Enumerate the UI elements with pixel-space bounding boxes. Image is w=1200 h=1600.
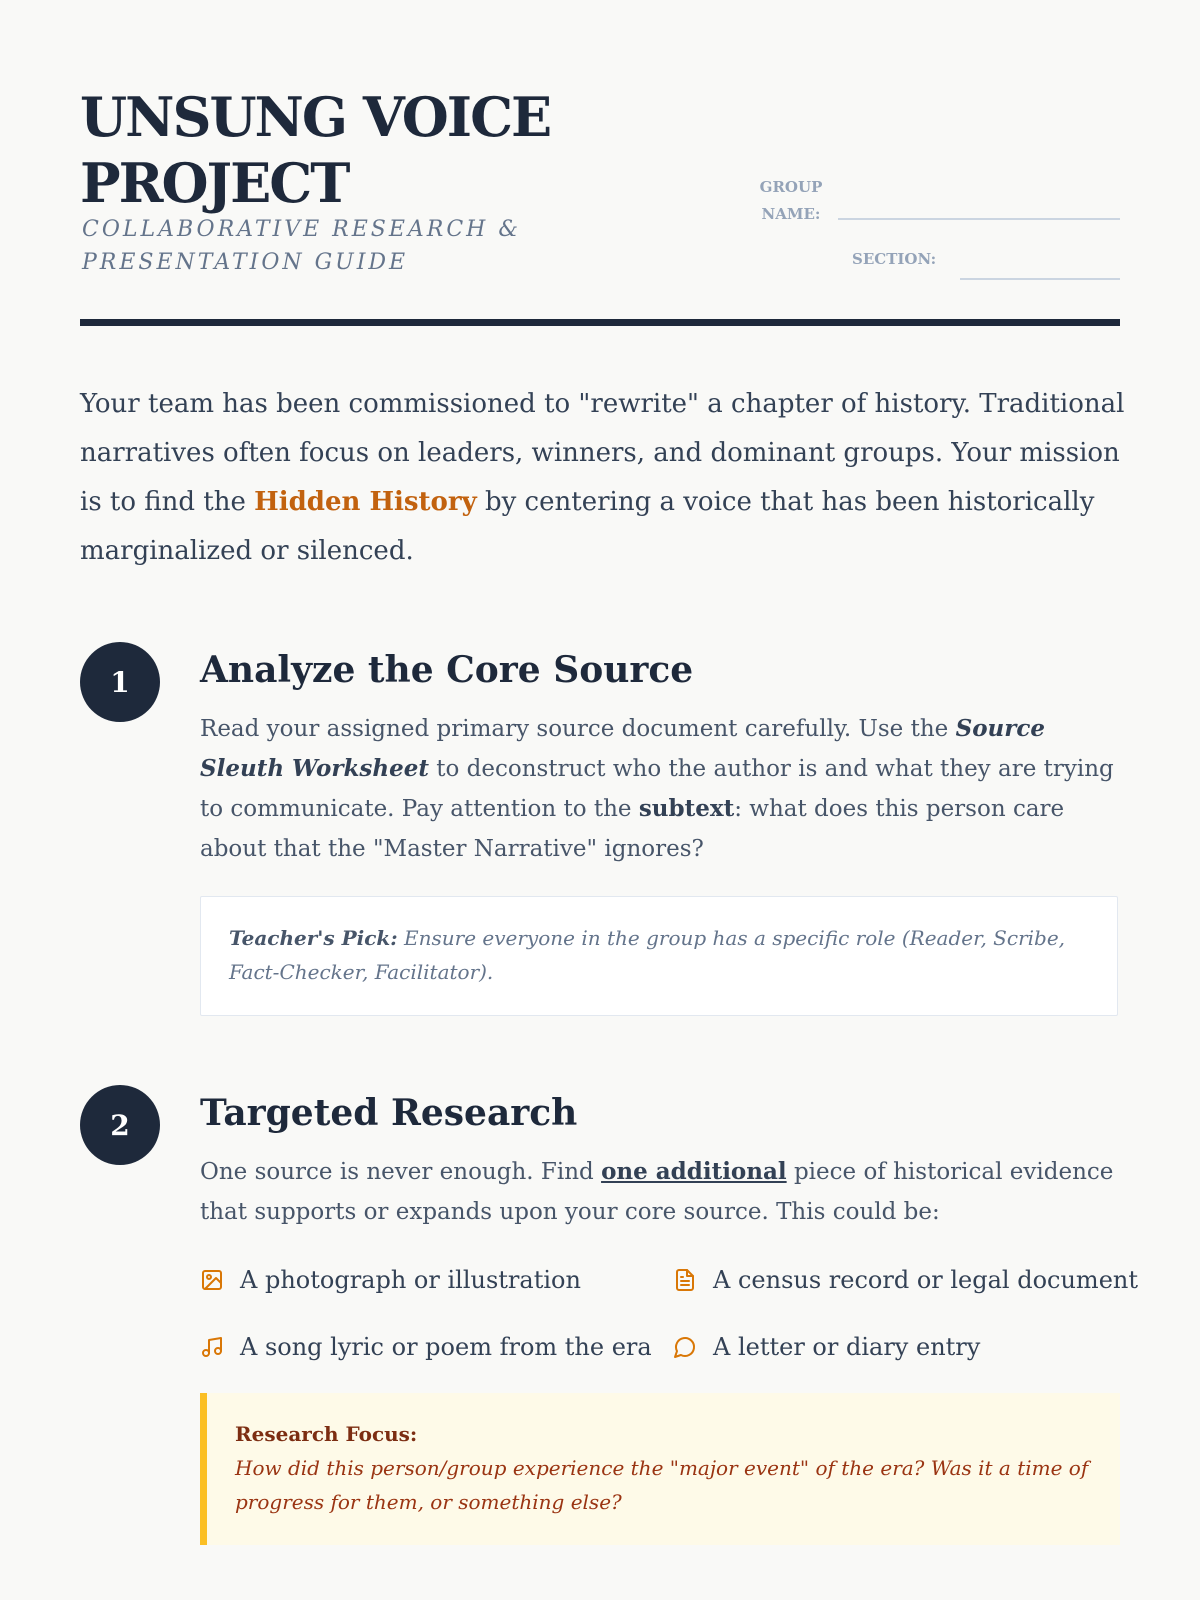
teachers-pick-label: Teacher's Pick: [229, 926, 398, 950]
evidence-label-song: A song lyric or poem from the era [240, 1333, 652, 1361]
subtext-emphasis: subtext [638, 795, 735, 822]
step-1-body-text-3: : what does this person care about that the "Master Narrative" ignores? [200, 796, 1065, 862]
step-2-badge: 2 [80, 1085, 160, 1165]
image-icon [200, 1268, 224, 1292]
one-additional-emphasis: one additional [601, 1158, 787, 1185]
evidence-label-photograph: A photograph or illustration [240, 1266, 581, 1294]
header-divider [80, 319, 1120, 326]
evidence-item-letter [673, 1331, 980, 1363]
research-focus-text: How did this person/group experience the "major event" of the era? Was it a time of progress for them, or something else? [235, 1456, 1089, 1514]
teachers-pick-callout [200, 896, 1118, 1016]
teachers-pick-text: Ensure everyone in the group has a specific role (Reader, Scribe, Fact-Checker, Facilitator). [229, 926, 1066, 984]
group-name-input-line[interactable] [838, 218, 1120, 220]
page-subtitle: COLLABORATIVE RESEARCH & PRESENTATION GUIDE [82, 217, 521, 275]
intro-text-start: Your team has been commissioned to "rewrite" a chapter of history. Traditional narratives often focus on leaders, winners, and dominant groups. Your mission is to find the [80, 389, 1125, 517]
step-1-body [200, 709, 1130, 869]
intro-text-end: by centering a voice that has been historically marginalized or silenced. [80, 487, 1095, 566]
document-icon [673, 1268, 697, 1292]
source-sleuth-worksheet-emphasis: Source Sleuth Worksheet [200, 715, 1046, 782]
page-title [80, 84, 640, 216]
step-2-body [200, 1152, 1130, 1232]
title-line-2: PROJECT [80, 151, 349, 215]
group-name-label-line-2: NAME: [761, 205, 821, 223]
evidence-item-census [673, 1264, 1138, 1296]
step-2-title: Targeted Research [200, 1092, 578, 1134]
research-focus-label: Research Focus: [235, 1422, 418, 1446]
evidence-item-song [200, 1331, 652, 1363]
group-name-label-line-1: GROUP [759, 178, 823, 196]
research-focus-callout [200, 1393, 1120, 1545]
section-input-line[interactable] [960, 278, 1120, 280]
music-icon [200, 1335, 224, 1359]
step-1-body-text-1: Read your assigned primary source document carefully. Use the [200, 716, 956, 742]
step-2-body-text-1: One source is never enough. Find [200, 1159, 602, 1185]
evidence-label-census: A census record or legal document [713, 1266, 1138, 1294]
section-label: SECTION: [852, 250, 937, 268]
evidence-item-photograph [200, 1264, 581, 1296]
step-1-body-text-2: to deconstruct who the author is and what they are trying to communicate. Pay attention to the [200, 756, 1114, 822]
hidden-history-highlight: Hidden History [254, 487, 477, 517]
step-2-body-text-2: piece of historical evidence that supports or expands upon your core source. This could be: [200, 1159, 1114, 1225]
group-name-label [756, 174, 826, 228]
intro-paragraph [80, 380, 1140, 576]
title-line-1: UNSUNG VOICE [80, 85, 551, 149]
evidence-label-letter: A letter or diary entry [713, 1333, 981, 1361]
chat-bubble-icon [673, 1335, 697, 1359]
step-1-title: Analyze the Core Source [200, 649, 694, 691]
step-1-badge: 1 [80, 642, 160, 722]
